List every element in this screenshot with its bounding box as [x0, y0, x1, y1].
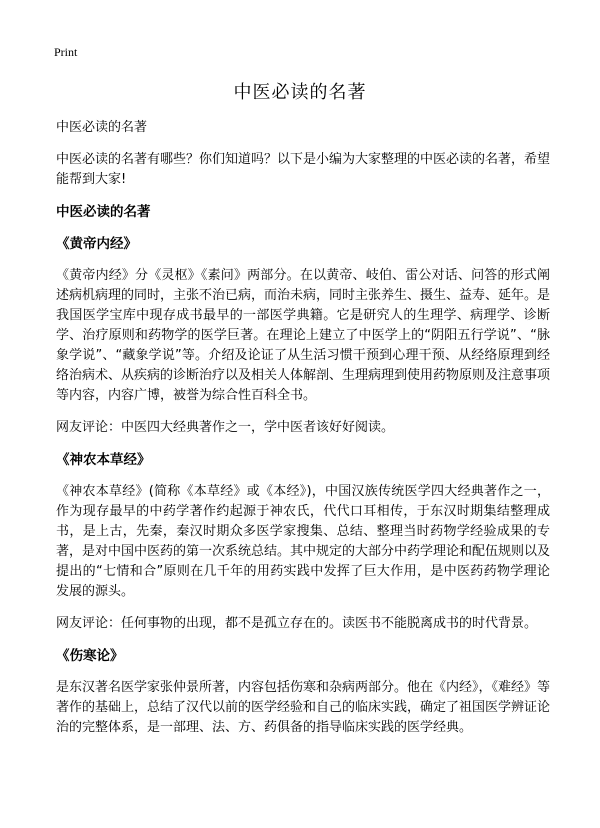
book-description: 《神农本草经》(简称《本草经》或《本经》)，中国汉族传统医学四大经典著作之一，作为现存最早的中药学著作约起源于神农氏，代代口耳相传，于东汉时期集结整理成书，是上古，先秦，秦汉时期众多医学家搜集、总结、整理当时药物学经验成果的专著，是对中国中医药的第一次系统总结。其中规定的大部分中药学理论和配伍规则以及提出的“七情和合”原则在几千年的用药实践中发挥了巨大作用，是中医药药物学理论发展的源头。	[56, 484, 551, 599]
book-heading: 《黄帝内经》	[56, 236, 137, 252]
print-link[interactable]: Print	[54, 45, 78, 59]
page-title: 中医必读的名著	[233, 82, 367, 103]
section-heading: 中医必读的名著	[56, 204, 151, 220]
book-description: 《黄帝内经》分《灵枢》《素问》两部分。在以黄帝、岐伯、雷公对话、问答的形式阐述病机病理的同时，主张不治已病，而治未病，同时主张养生、摄生、益寿、延年。是我国医学宝库中现存成书最早的一部医学典籍。它是研究人的生理学、病理学、诊断学、治疗原则和药物学的医学巨著。在理论上建立了中医学上的“阴阳五行学说”、“脉象学说”、“藏象学说”等。介绍及论证了从生活习惯干预到心理干预、从经络原理到经络治病术、从疾病的诊断治疗以及相关人体解剖、生理病理到使用药物原则及注意事项等内容，内容广博，被誉为综合性百科全书。	[56, 268, 551, 403]
article-body	[56, 118, 550, 750]
book-comment: 网友评论：任何事物的出现，都不是孤立存在的。读医书不能脱离成书的时代背景。	[56, 616, 538, 631]
book-comment: 网友评论：中医四大经典著作之一，学中医者该好好阅读。	[56, 420, 395, 435]
book-heading: 《神农本草经》	[56, 452, 151, 468]
article-subtitle: 中医必读的名著	[56, 120, 148, 135]
book-heading: 《伤寒论》	[56, 648, 124, 664]
intro-paragraph: 中医必读的名著有哪些？你们知道吗？以下是小编为大家整理的中医必读的名著，希望能帮到大家!	[56, 152, 551, 187]
book-description: 是东汉著名医学家张仲景所著，内容包括伤寒和杂病两部分。他在《内经》，《难经》等著作的基础上，总结了汉代以前的医学经验和自己的临床实践，确定了祖国医学辨证论治的完整体系，是一部理、法、方、药俱备的指导临床实践的医学经典。	[56, 680, 551, 735]
